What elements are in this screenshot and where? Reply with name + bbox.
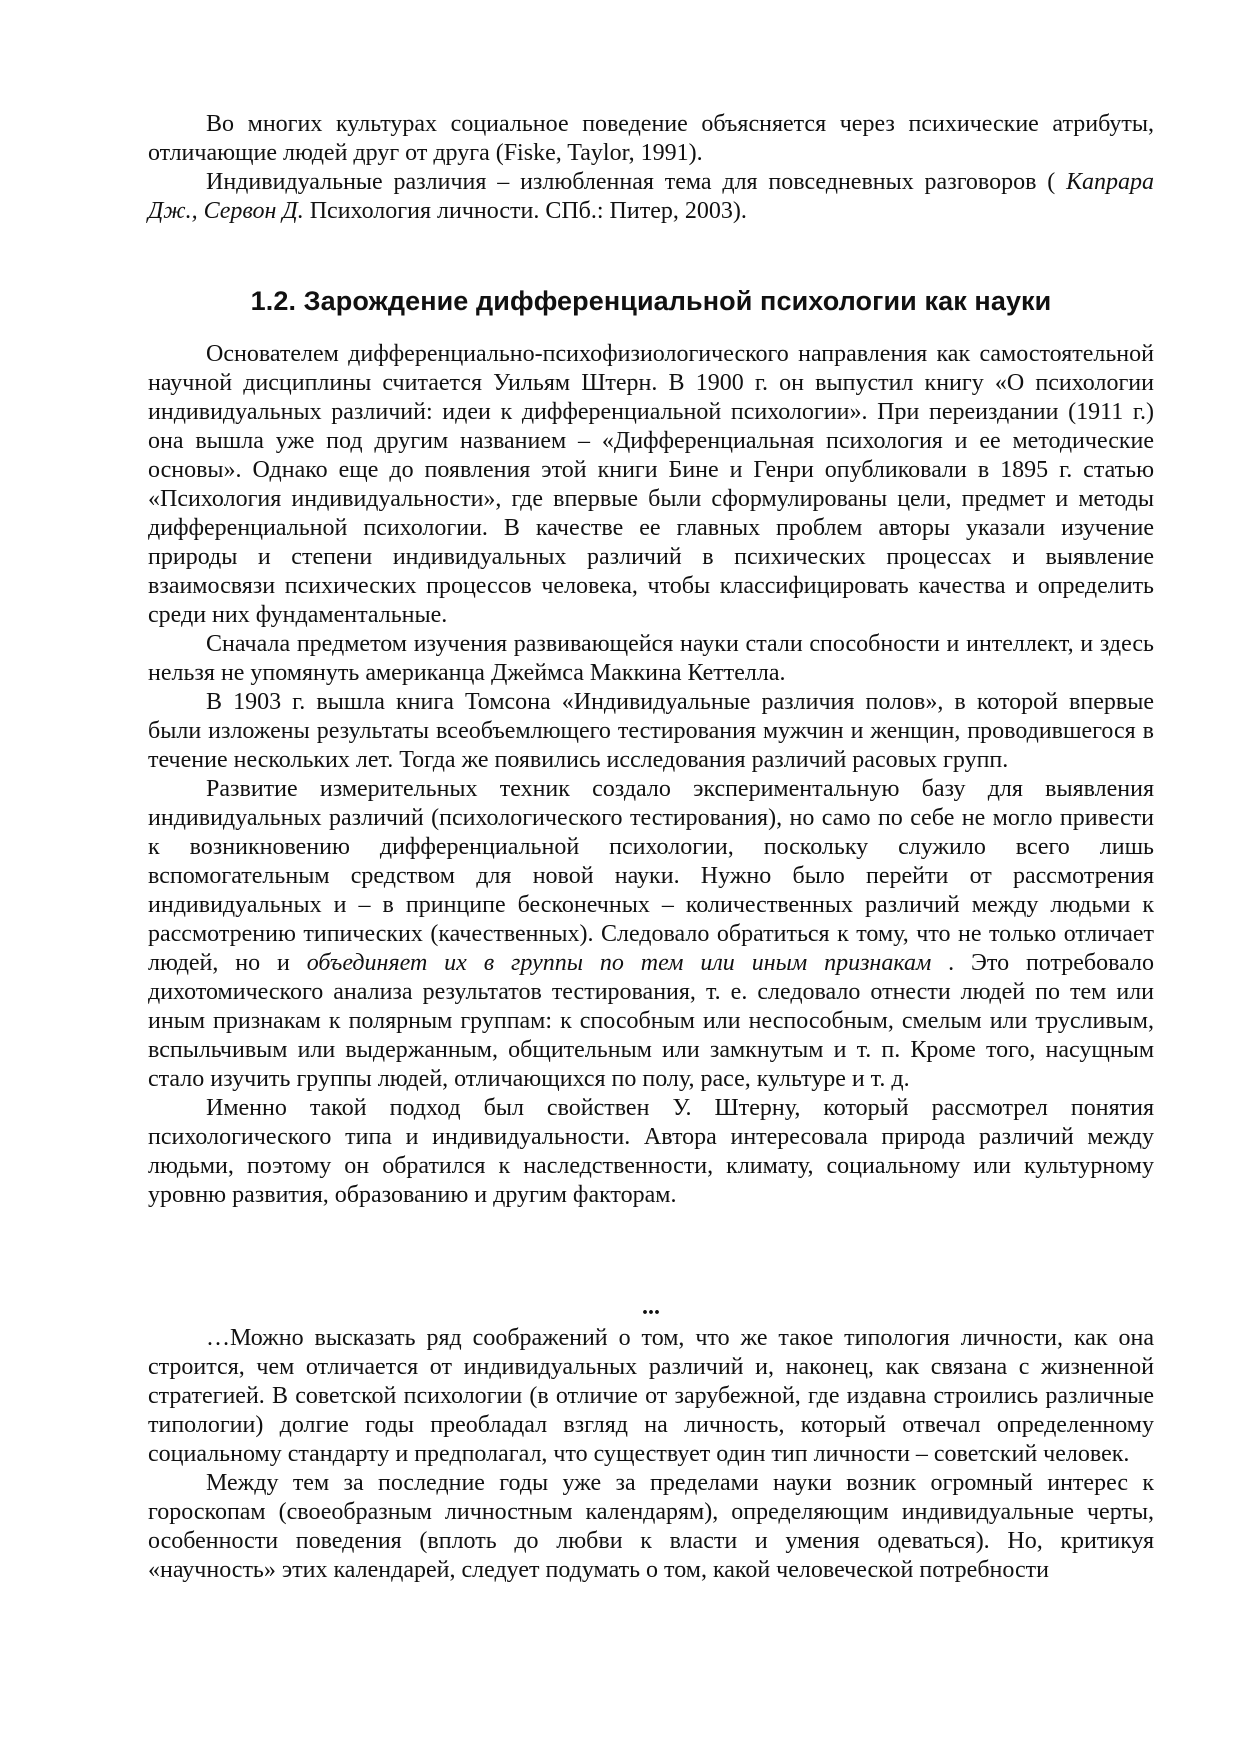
section-separator: ... — [642, 1294, 660, 1320]
document-page — [148, 110, 1154, 1585]
continuation-paragraph-2: Между тем за последние годы уже за пределами науки возник огромный интерес к гороскопам (своеобразным личностным календарям), определяющим индивидуальные черты, особенности поведения (вплоть до любви к власти и умения одеваться). Но, критикуя «научность» этих календарей, следует подумать о том, какой человеческой потребности — [148, 1470, 1154, 1583]
section-paragraph-4-text-end: . Это потребовало дихотомического анализа результатов тестирования, т. е. следовало отнести людей по тем или иным признакам к полярным группам: к способным или неспособным, смелым или трусливым, вспыльчивым или выдержанным, общительным или замкнутым и т. п. Кроме того, насущным стало изучить группы людей, отличающихся по полу, расе, культуре и т. д. — [148, 950, 1154, 1092]
intro-paragraph-2-citation-authors: Капрара Дж., Сервон Д. — [148, 169, 1154, 224]
section-paragraph-5: Именно такой подход был свойствен У. Штерну, который рассмотрел понятия психологического типа и индивидуальности. Автора интересовала природа различий между людьми, поэтому он обратился к наследственности, климату, социальному или культурному уровню развития, образованию и другим факторам. — [148, 1095, 1154, 1208]
spacer — [148, 318, 1154, 340]
intro-paragraph-2-text-end: Психология личности. СПб.: Питер, 2003). — [303, 198, 747, 224]
section-paragraph-3: В 1903 г. вышла книга Томсона «Индивидуальные различия полов», в которой впервые были изложены результаты всеобъемлющего тестирования мужчин и женщин, проводившегося в течение нескольких лет. Тогда же появились исследования различий расовых групп. — [148, 689, 1154, 773]
section-paragraph-1: Основателем дифференциально-психофизиологического направления как самостоятельной научной дисциплины считается Уильям Штерн. В 1900 г. он выпустил книгу «О психологии индивидуальных различий: идеи к дифференциальной психологии». При переиздании (1911 г.) она вышла уже под другим названием – «Дифференциальная психология и ее методические основы». Однако еще до появления этой книги Бине и Генри опубликовали в 1895 г. статью «Психология индивидуальности», где впервые были сформулированы цели, предмет и методы дифференциальной психологии. В качестве ее главных проблем авторы указали изучение природы и степени индивидуальных различий в психических процессах и выявление взаимосвязи психических процессов человека, чтобы классифицировать качества и определить среди них фундаментальные. — [148, 341, 1154, 628]
section-heading: 1.2. Зарождение дифференциальной психологии как науки — [250, 286, 1052, 316]
section-paragraph-4 — [148, 775, 1154, 1094]
intro-paragraph-2-text-start: Индивидуальные различия – излюбленная тема для повседневных разговоров ( — [206, 169, 1067, 195]
intro-paragraph-1: Во многих культурах социальное поведение объясняется через психические атрибуты, отличающие людей друг от друга (Fiske, Taylor, 1991). — [148, 111, 1154, 166]
intro-paragraph-2 — [148, 168, 1154, 226]
spacer — [148, 226, 1154, 284]
section-paragraph-4-text-start: Развитие измерительных техник создало экспериментальную базу для выявления индивидуальных различий (психологического тестирования), но само по себе не могло привести к возникновению дифференциальной психологии, поскольку служило всего лишь вспомогательным средством для новой науки. Нужно было перейти от рассмотрения индивидуальных и – в принципе бесконечных – количественных различий между людьми к рассмотрению типических (качественных). Следовало обратиться к тому, что не только отличает людей, но и — [148, 776, 1154, 976]
continuation-paragraph-1: …Можно высказать ряд соображений о том, что же такое типология личности, как она строится, чем отличается от индивидуальных различий и, наконец, как связана с жизненной стратегией. В советской психологии (в отличие от зарубежной, где издавна строились различные типологии) долгие годы преобладал взгляд на личность, который отвечал определенному социальному стандарту и предполагал, что существует один тип личности – советский человек. — [148, 1325, 1154, 1467]
section-paragraph-4-italic-phrase: объединяет их в группы по тем или иным признакам — [306, 950, 932, 976]
section-paragraph-2: Сначала предметом изучения развивающейся науки стали способности и интеллект, и здесь нельзя не упомянуть американца Джеймса Маккина Кеттелла. — [148, 631, 1154, 686]
spacer — [148, 1210, 1154, 1296]
